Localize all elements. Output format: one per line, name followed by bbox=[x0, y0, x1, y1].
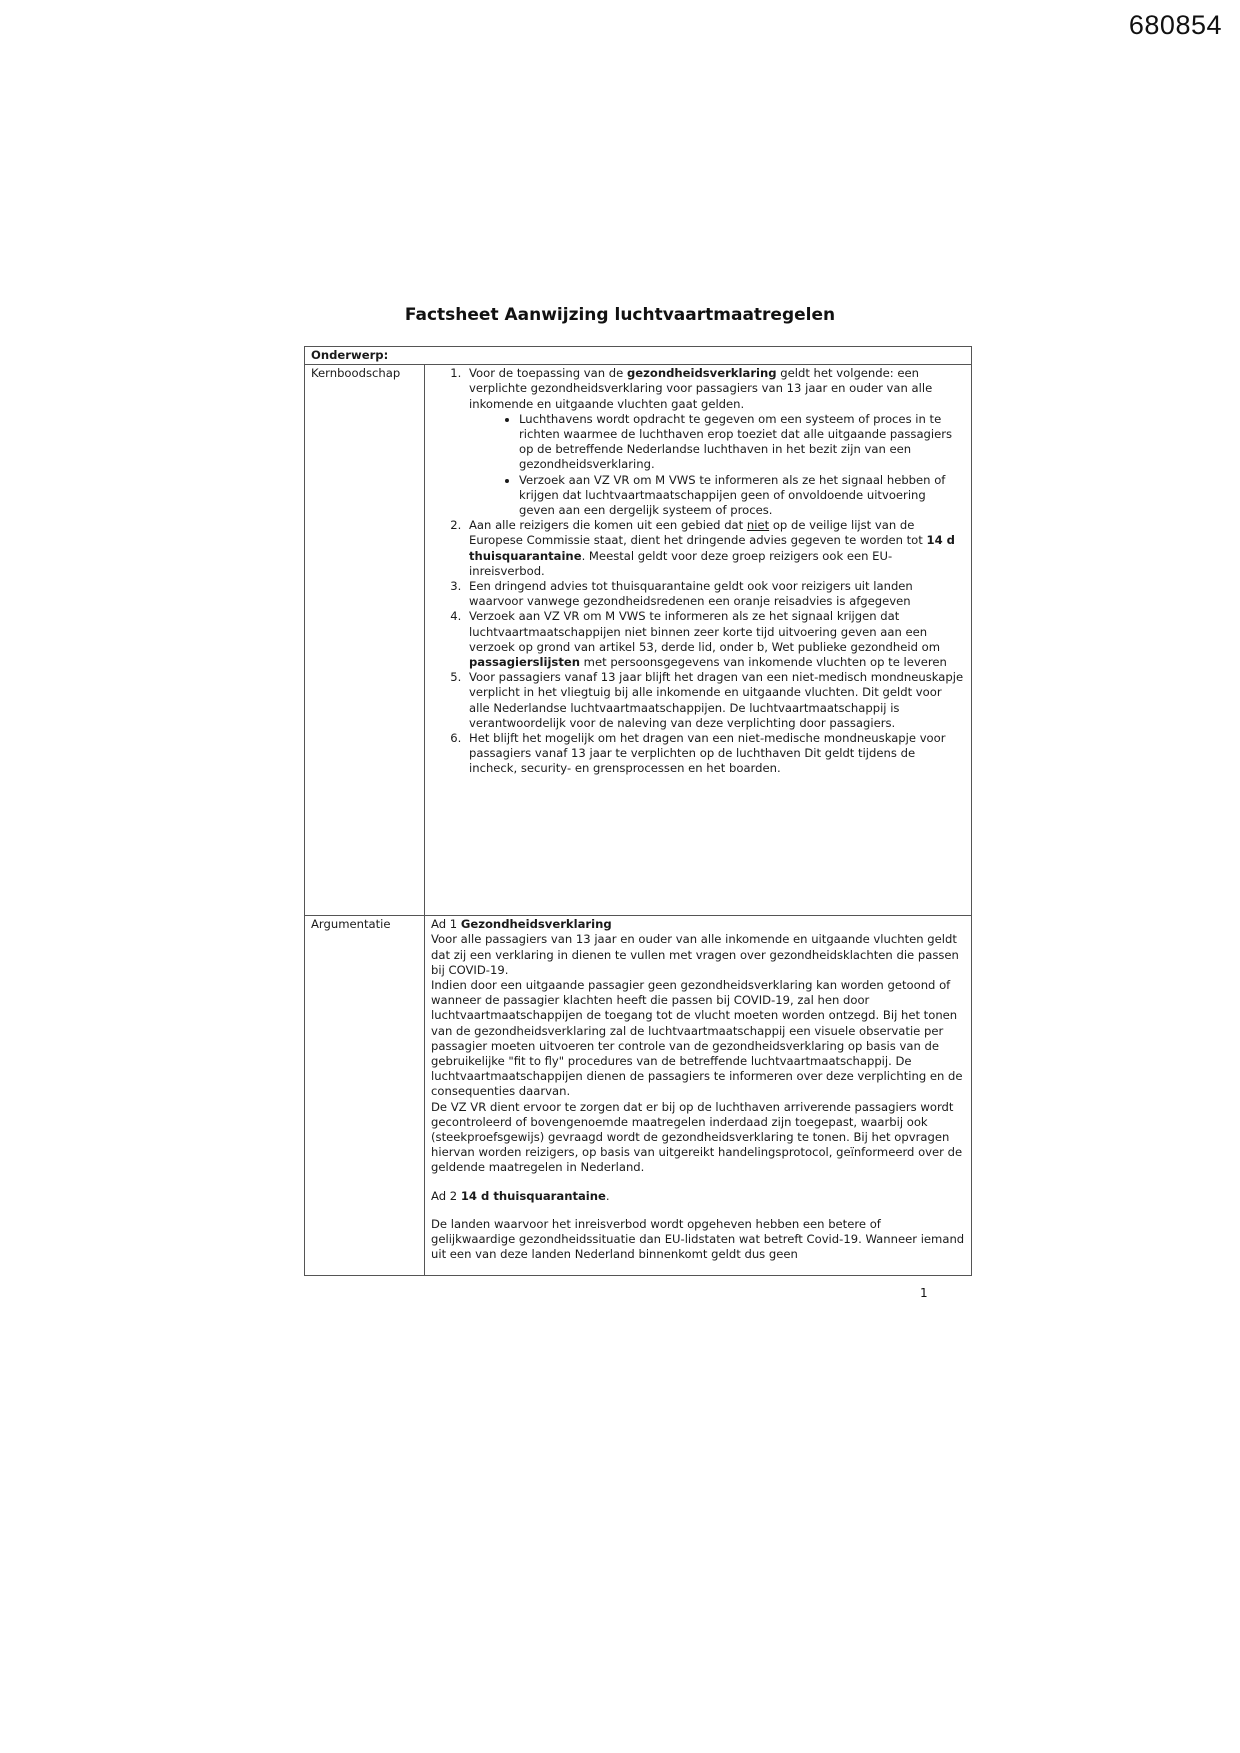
table-header-row bbox=[305, 347, 972, 365]
argumentatie-content bbox=[425, 916, 972, 1276]
row-label-kernboodschap: Kernboodschap bbox=[305, 365, 425, 916]
ad1-paragraph: Indien door een uitgaande passagier geen gezondheidsverklaring kan worden getoond of wanneer de passagier klachten heeft die passen bij COVID-19, zal hen door luchtvaartmaatschappijen de toegang tot de vlucht moeten worden ontzegd. Bij het tonen van de gezondheidsverklaring zal de luchtvaartmaatschappij een visuele observatie per passagier moeten uitvoeren ter controle van de gezondheidsverklaring op basis van de gebruikelijke "fit to fly" procedures van de betreffende luchtvaartmaatschappij. De luchtvaartmaatschappijen dienen de passagiers te informeren over deze verplichting en de consequenties daarvan. bbox=[431, 978, 963, 1099]
document-title: Factsheet Aanwijzing luchtvaartmaatregelen bbox=[404, 305, 836, 325]
item4-text-c: met persoonsgegevens van inkomende vluchten op te leveren bbox=[579, 655, 947, 670]
table-header-onderwerp: Onderwerp: bbox=[305, 347, 972, 365]
document-number: 680854 bbox=[1128, 10, 1222, 40]
item2-text-underline: niet bbox=[746, 518, 770, 533]
list-item bbox=[465, 518, 965, 579]
item4-text-bold: passagierslijsten bbox=[469, 655, 580, 670]
list-item bbox=[465, 366, 965, 518]
item2-text-bold: 14 d thuisquarantaine bbox=[469, 533, 955, 563]
item2-text-e: . Meestal geldt voor deze groep reizigers ook een EU-inreisverbod. bbox=[469, 548, 893, 578]
table-row-argumentatie bbox=[305, 916, 972, 1276]
item2-text-c: op de veilige lijst van de Europese Commissie staat, dient het dringende advies gegeven te worden tot bbox=[469, 518, 927, 548]
list-item: 3. Een dringend advies tot thuisquarantaine geldt ook voor reizigers uit landen waarvoor vanwege gezondheidsredenen een oranje reisadvies is afgegeven bbox=[465, 579, 965, 609]
list-item: 5. Voor passagiers vanaf 13 jaar blijft het dragen van een niet-medisch mondneuskapje verplicht in het vliegtuig bij alle inkomende en uitgaande vluchten. Dit geldt voor alle Nederlandse luchtvaartmaatschappijen. De luchtvaartmaatschappij is verantwoordelijk voor de naleving van deze verplichting door passagiers. bbox=[465, 670, 965, 731]
list-item bbox=[465, 609, 965, 670]
kernboodschap-list bbox=[431, 366, 965, 776]
ad1-paragraph: Voor alle passagiers van 13 jaar en ouder van alle inkomende en uitgaande vluchten geldt dat zij een verklaring in dienen te vullen met vragen over gezondheidsklachten die passen bij COVID-19. bbox=[431, 932, 959, 977]
ad2-heading-bold: 14 d thuisquarantaine bbox=[460, 1188, 606, 1203]
item1-bullet-list bbox=[469, 412, 965, 518]
row-label-argumentatie: Argumentatie bbox=[305, 916, 425, 1276]
bullet-item: • Luchthavens wordt opdracht te gegeven om een systeem of proces in te richten waarmee de luchthaven erop toeziet dat alle uitgaande passagiers op de betreffende Nederlandse luchthaven in het bezit zijn van een gezondheidsverklaring. bbox=[519, 412, 965, 473]
list-item: 6. Het blijft het mogelijk om het dragen van een niet-medische mondneuskapje voor passagiers vanaf 13 jaar te verplichten op de luchthaven Dit geldt tijdens de incheck, security- en grensprocessen en het boarden. bbox=[465, 731, 965, 777]
table-row-kernboodschap bbox=[305, 365, 972, 916]
ad2-paragraph: De landen waarvoor het inreisverbod wordt opgeheven hebben een betere of gelijkwaardige gezondheidssituatie dan EU-lidstaten wat betreft Covid-19. Wanneer iemand uit een van deze landen Nederland binnenkomt geldt dus geen bbox=[431, 1216, 965, 1262]
item1-text-bold: gezondheidsverklaring bbox=[626, 366, 777, 381]
bullet-item: • Verzoek aan VZ VR om M VWS te informeren als ze het signaal hebben of krijgen dat luchtvaartmaatschappijen geen of onvoldoende uitvoering geven aan een dergelijk systeem of proces. bbox=[519, 473, 965, 519]
item4-text-a: Verzoek aan VZ VR om M VWS te informeren als ze het signaal krijgen dat luchtvaartmaatschappijen niet binnen zeer korte tijd uitvoering geven aan een verzoek op grond van artikel 53, derde lid, onder b, Wet publieke gezondheid om bbox=[469, 609, 941, 654]
factsheet-table bbox=[304, 346, 972, 1276]
page-number: 1 bbox=[920, 1286, 928, 1300]
ad1-prefix: Ad 1 bbox=[431, 917, 461, 932]
ad2-heading bbox=[431, 1189, 965, 1204]
ad1-heading-bold: Gezondheidsverklaring bbox=[460, 917, 612, 932]
ad2-suffix: . bbox=[605, 1188, 610, 1203]
item1-text-a: Voor de toepassing van de bbox=[469, 366, 627, 381]
item2-text-a: Aan alle reizigers die komen uit een gebied dat bbox=[469, 518, 747, 533]
item1-text-c: geldt het volgende: een verplichte gezondheidsverklaring voor passagiers van 13 jaar en ouder van alle inkomende en uitgaande vluchten gaat gelden. bbox=[469, 366, 933, 411]
ad2-prefix: Ad 2 bbox=[431, 1188, 461, 1203]
ad1-paragraph: De VZ VR dient ervoor te zorgen dat er bij op de luchthaven arriverende passagiers wordt gecontroleerd of bovengenoemde maatregelen inderdaad zijn toegepast, waarbij ook (steekproefsgewijs) gevraagd wordt de gezondheidsverklaring te tonen. Bij het opvragen hiervan worden reizigers, op basis van uitgereikt handelingsprotocol, geïnformeerd over de geldende maatregelen in Nederland. bbox=[431, 1099, 963, 1175]
ad1-heading bbox=[431, 917, 965, 932]
kernboodschap-content bbox=[425, 365, 972, 916]
